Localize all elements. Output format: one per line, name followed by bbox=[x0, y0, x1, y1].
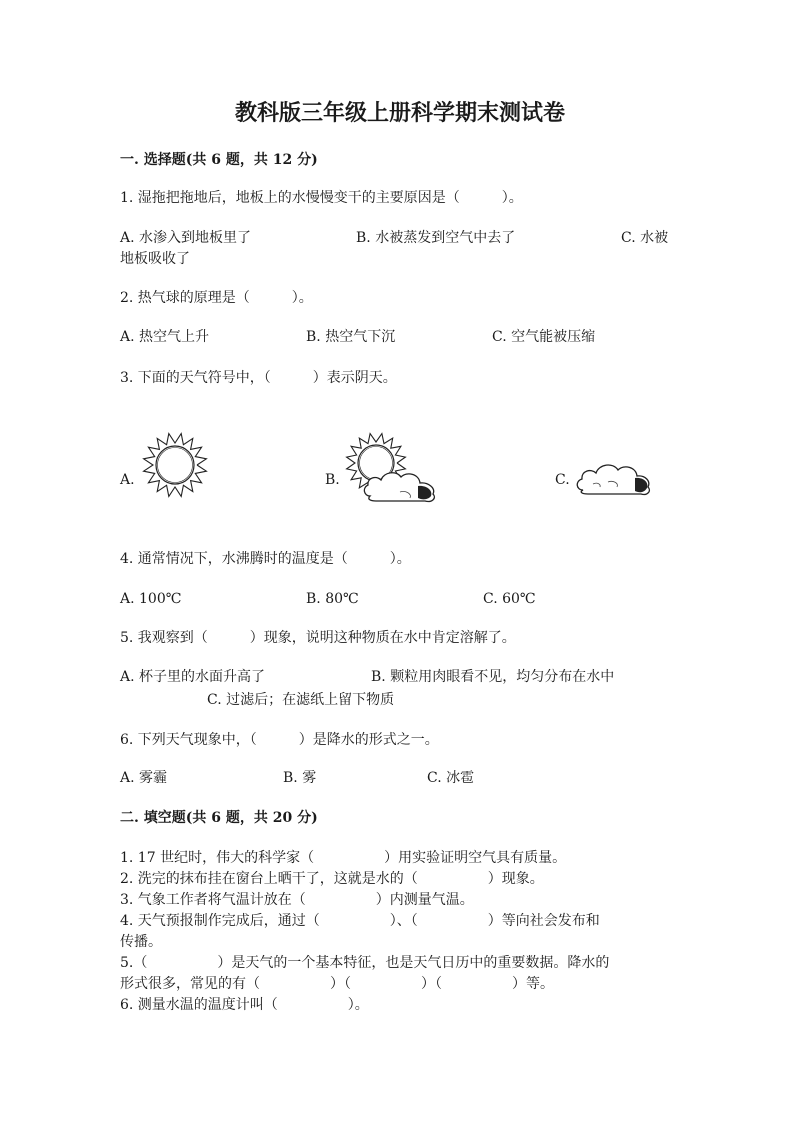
question-3-option-c: C. bbox=[555, 472, 570, 488]
question-4-option-c: C. 60℃ bbox=[483, 591, 536, 607]
question-2-option-a: A. 热空气上升 bbox=[120, 329, 210, 345]
question-5-option-b: B. 颗粒用肉眼看不见，均匀分布在水中 bbox=[371, 669, 615, 685]
sun-cloud-icon bbox=[340, 430, 445, 508]
question-3-stem: 3. 下面的天气符号中，（ ）表示阴天。 bbox=[120, 370, 397, 386]
fill-blank-line: 1. 17 世纪时，伟大的科学家（ ）用实验证明空气具有质量。 bbox=[120, 850, 567, 866]
question-4-stem: 4. 通常情况下，水沸腾时的温度是（ ）。 bbox=[120, 551, 411, 567]
fill-blank-line: 传播。 bbox=[120, 934, 162, 950]
question-6-option-b: B. 雾 bbox=[283, 770, 317, 786]
cloud-icon bbox=[573, 456, 653, 501]
fill-blank-line: 5.（ ）是天气的一个基本特征，也是天气日历中的重要数据。降水的 bbox=[120, 955, 610, 971]
question-2-option-c: C. 空气能被压缩 bbox=[492, 329, 596, 345]
question-6-option-c: C. 冰雹 bbox=[427, 770, 475, 786]
question-4-option-a: A. 100℃ bbox=[120, 591, 182, 607]
question-1-option-a: A. 水渗入到地板里了 bbox=[120, 230, 252, 246]
question-2-stem: 2. 热气球的原理是（ ）。 bbox=[120, 290, 313, 306]
fill-blank-line: 4. 天气预报制作完成后，通过（ ）、（ ）等向社会发布和 bbox=[120, 913, 600, 929]
question-1-stem: 1. 湿拖把拖地后，地板上的水慢慢变干的主要原因是（ ）。 bbox=[120, 190, 523, 206]
fill-blank-line: 2. 洗完的抹布挂在窗台上晒干了，这就是水的（ ）现象。 bbox=[120, 871, 544, 887]
section-heading-fill-blank: 二. 填空题(共 6 题，共 20 分) bbox=[120, 810, 318, 826]
section-heading-choice: 一. 选择题(共 6 题，共 12 分) bbox=[120, 152, 318, 168]
question-3-option-b: B. bbox=[325, 472, 340, 488]
question-1-option-c-continued: 地板吸收了 bbox=[120, 251, 190, 267]
fill-blank-line: 形式很多，常见的有（ ）（ ）（ ）等。 bbox=[120, 976, 554, 992]
question-4-option-b: B. 80℃ bbox=[306, 591, 359, 607]
page-title: 教科版三年级上册科学期末测试卷 bbox=[234, 100, 565, 126]
question-3-option-a: A. bbox=[120, 472, 135, 488]
question-2-option-b: B. 热空气下沉 bbox=[306, 329, 396, 345]
fill-blank-line: 6. 测量水温的温度计叫（ ）。 bbox=[120, 997, 369, 1013]
fill-blank-line: 3. 气象工作者将气温计放在（ ）内测量气温。 bbox=[120, 892, 474, 908]
question-6-option-a: A. 雾霾 bbox=[120, 770, 168, 786]
question-1-option-b: B. 水被蒸发到空气中去了 bbox=[356, 230, 516, 246]
question-5-option-c: C. 过滤后；在滤纸上留下物质 bbox=[207, 692, 395, 708]
question-6-stem: 6. 下列天气现象中，（ ）是降水的形式之一。 bbox=[120, 732, 439, 748]
question-5-option-a: A. 杯子里的水面升高了 bbox=[120, 669, 266, 685]
sun-icon bbox=[140, 430, 210, 500]
question-1-option-c: C. 水被 bbox=[621, 230, 669, 246]
question-5-stem: 5. 我观察到（ ）现象，说明这种物质在水中肯定溶解了。 bbox=[120, 630, 516, 646]
